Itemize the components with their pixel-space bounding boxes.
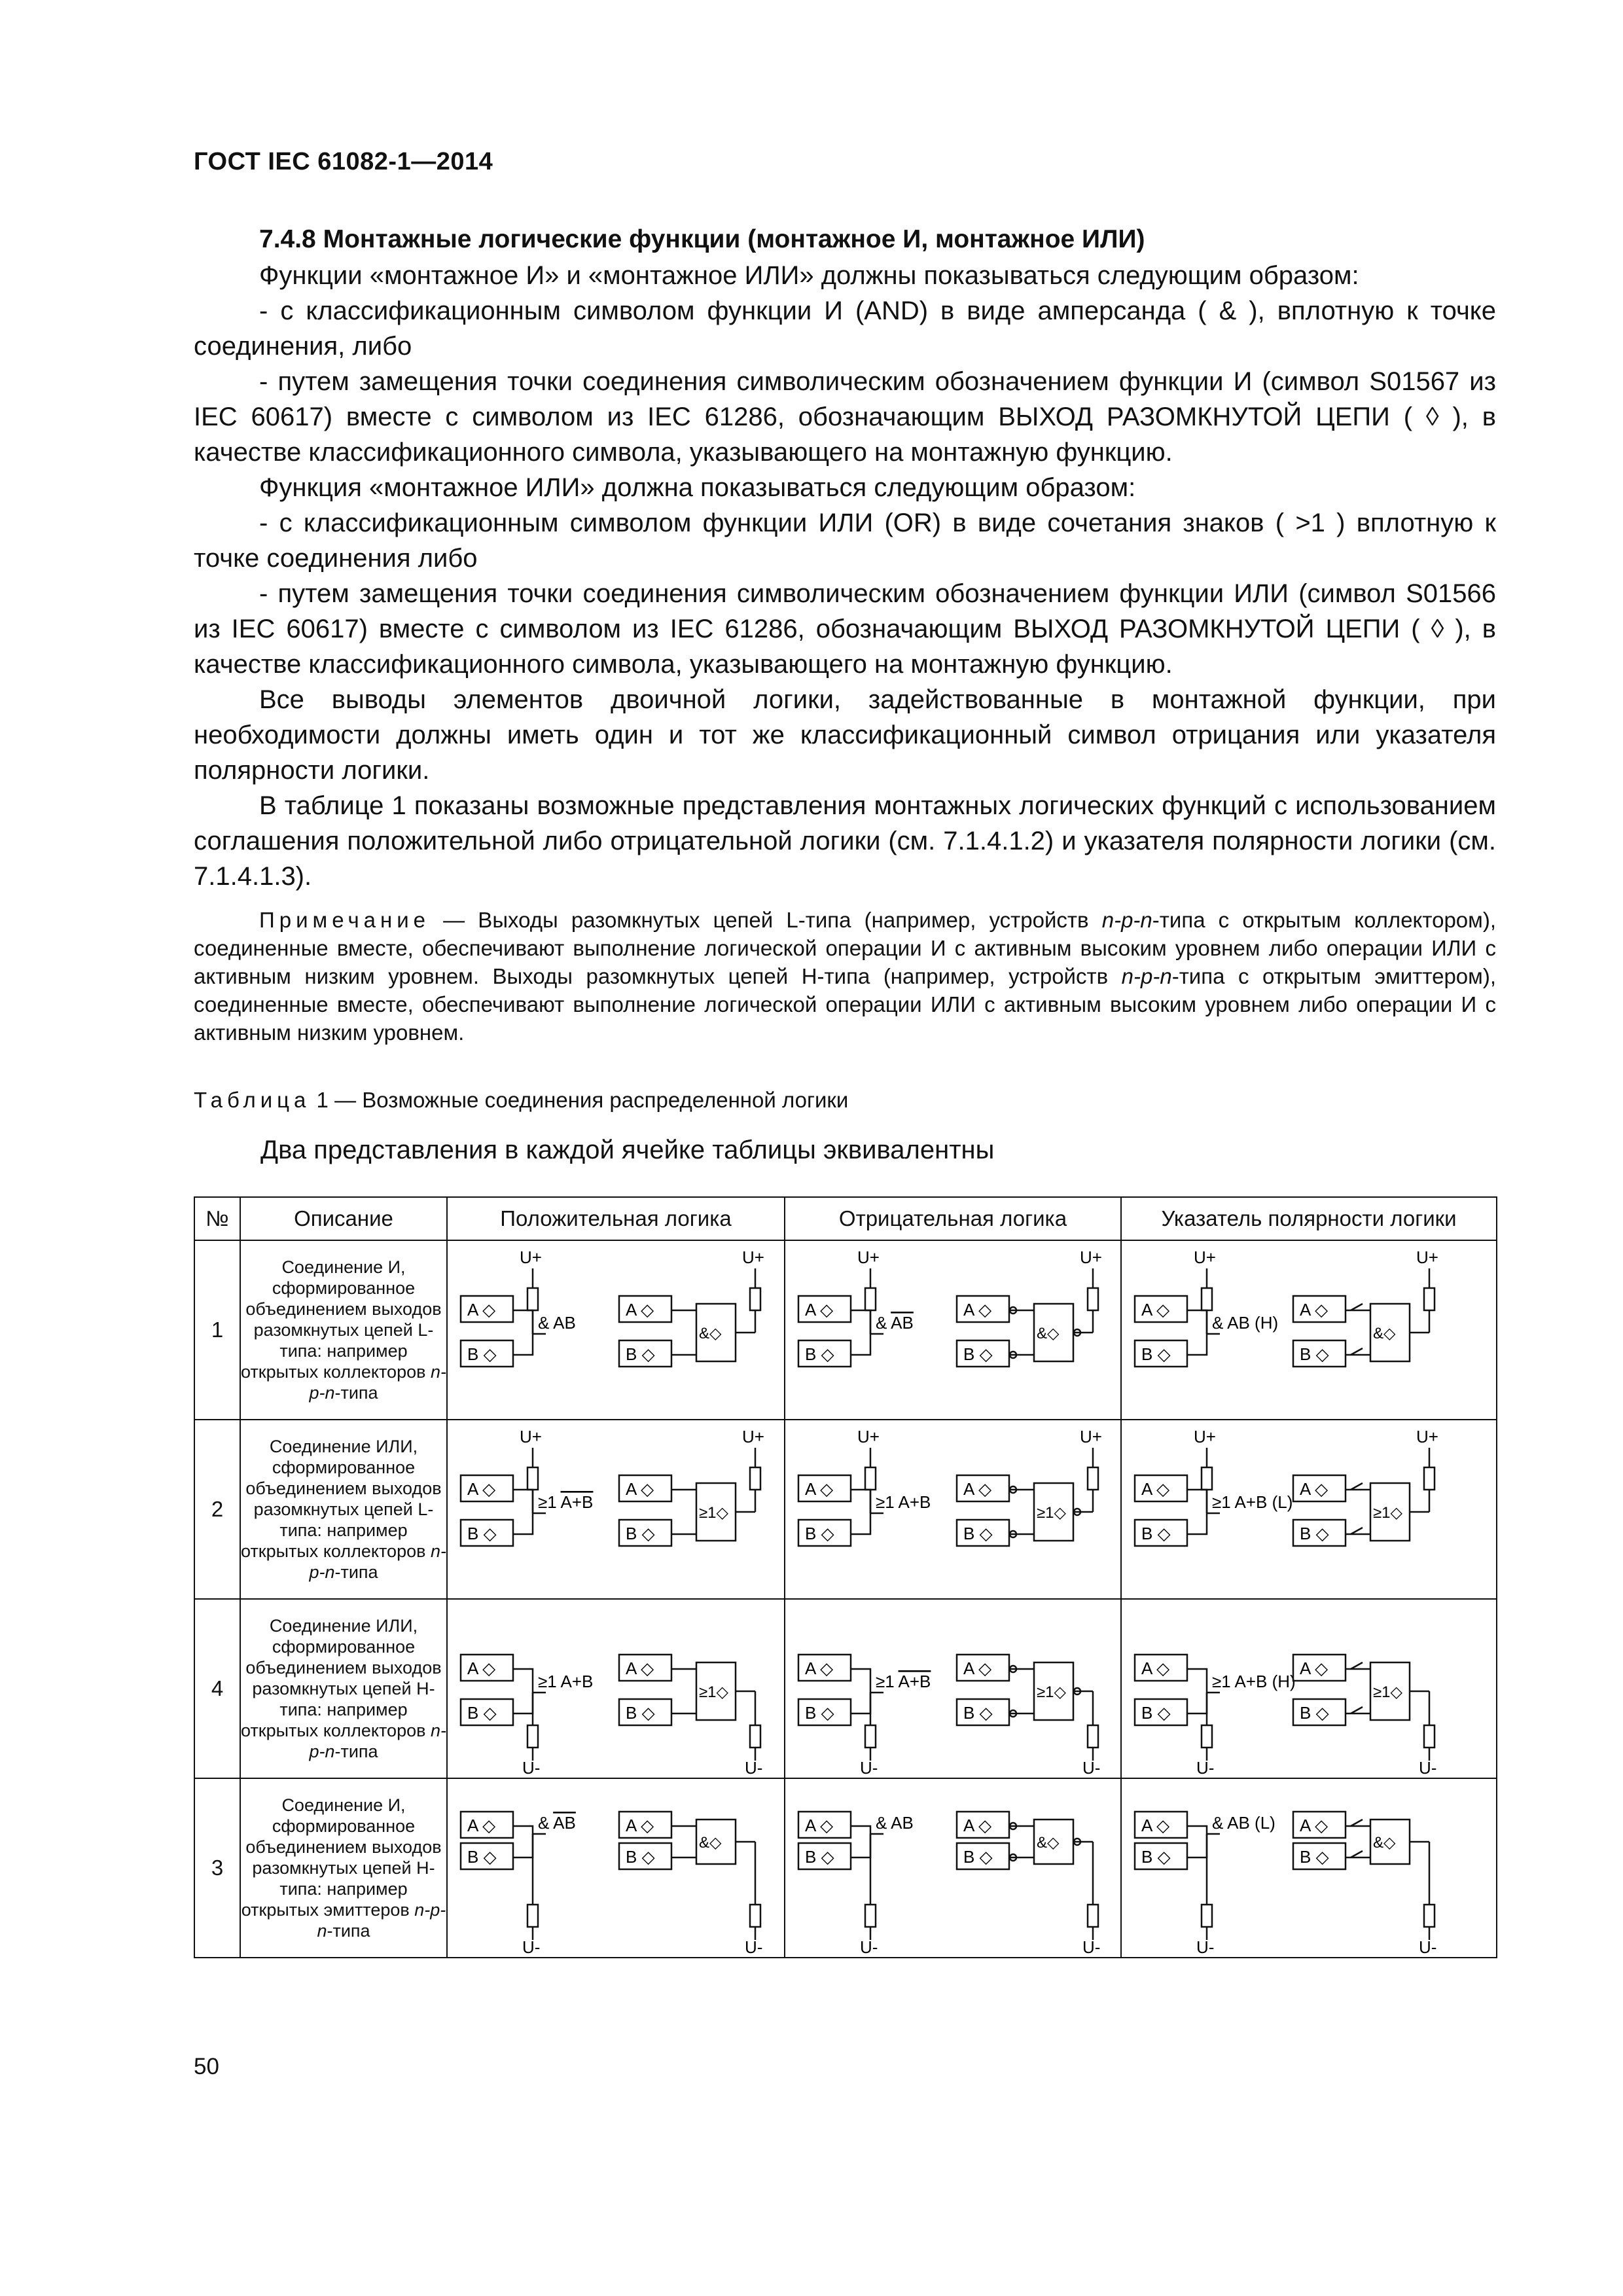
supply-label: U- bbox=[860, 1937, 878, 1956]
logic-diagram bbox=[1122, 1601, 1457, 1776]
resistor bbox=[750, 1725, 760, 1748]
input-label: A ◇ bbox=[1300, 1479, 1329, 1499]
supply-label: U- bbox=[522, 1937, 541, 1956]
paragraph: - путем замещения точки соединения символическим обозначением функции ИЛИ (символ S01566 из IEC 60617) вместе с символом из IEC 61286, обозначающим ВЫХОД РАЗОМКНУТОЙ ЦЕПИ ( ◊ ), в качестве классификационного символа, указывающего на монтажную функцию. bbox=[194, 579, 1496, 679]
supply-label: U- bbox=[1419, 1758, 1437, 1776]
logic-diagram bbox=[785, 1242, 1120, 1418]
resistor bbox=[865, 1467, 876, 1490]
function-label: ≥1 A+B bbox=[538, 1672, 594, 1691]
input-label: A ◇ bbox=[626, 1479, 654, 1499]
polarity-indicator bbox=[1351, 1662, 1363, 1713]
supply-label: U- bbox=[860, 1758, 878, 1776]
input-label: B ◇ bbox=[1141, 1703, 1171, 1723]
note-npn: n-p-n bbox=[1101, 908, 1152, 932]
input-label: A ◇ bbox=[963, 1816, 992, 1835]
resistor bbox=[1088, 1288, 1098, 1310]
input-label: B ◇ bbox=[1141, 1344, 1171, 1364]
supply-label: U+ bbox=[520, 1427, 542, 1446]
column-header: Отрицательная логика bbox=[785, 1197, 1121, 1240]
function-label: & AB (L) bbox=[1212, 1813, 1275, 1833]
description-suffix: -типа bbox=[334, 1383, 378, 1403]
input-label: B ◇ bbox=[1300, 1344, 1329, 1364]
resistor bbox=[750, 1288, 760, 1310]
input-label: B ◇ bbox=[1141, 1524, 1171, 1543]
supply-label: U- bbox=[745, 1758, 763, 1776]
gate-symbol: &◇ bbox=[1037, 1834, 1060, 1852]
table-row bbox=[194, 1420, 1497, 1599]
function-label: ≥1 A+B bbox=[876, 1672, 931, 1691]
diagram-cell bbox=[1121, 1778, 1497, 1958]
input-label: B ◇ bbox=[626, 1524, 655, 1543]
gate-symbol: ≥1◇ bbox=[1037, 1504, 1066, 1522]
input-label: A ◇ bbox=[805, 1659, 834, 1678]
note-text: -типа с открытым эмиттером), соединенные вместе, обеспечивают выполнение логической операции ИЛИ с активным высоким уровнем либо операции И с активным низким уровнем. bbox=[194, 964, 1496, 1045]
input-label: A ◇ bbox=[1141, 1300, 1170, 1319]
input-label: A ◇ bbox=[467, 1659, 496, 1678]
resistor bbox=[1424, 1725, 1435, 1748]
input-label: A ◇ bbox=[1141, 1816, 1170, 1835]
resistor bbox=[527, 1905, 538, 1927]
function-label: & AB bbox=[876, 1313, 914, 1333]
resistor bbox=[1424, 1288, 1435, 1310]
row-description bbox=[240, 1599, 447, 1778]
description-text: Соединение ИЛИ, сформированное объединением выходов разомкнутых цепей H-типа: например открытых коллекторов bbox=[241, 1616, 442, 1740]
input-label: A ◇ bbox=[805, 1479, 834, 1499]
logic-diagram bbox=[785, 1422, 1120, 1597]
note-label: Примечание bbox=[259, 908, 431, 932]
resistor bbox=[865, 1725, 876, 1748]
function-label: & AB bbox=[538, 1813, 576, 1833]
input-label: A ◇ bbox=[626, 1659, 654, 1678]
input-label: B ◇ bbox=[1300, 1524, 1329, 1543]
description-npn: n-p-n bbox=[317, 1900, 446, 1941]
diagram-cell bbox=[785, 1420, 1121, 1599]
gate-symbol: ≥1◇ bbox=[1373, 1504, 1402, 1522]
function-label: & AB (H) bbox=[1212, 1313, 1279, 1333]
resistor bbox=[750, 1905, 760, 1927]
note-text: — Выходы разомкнутых цепей L-типа (например, устройств bbox=[430, 908, 1102, 932]
description-npn: n-p-n bbox=[309, 1362, 446, 1403]
logic-diagram bbox=[448, 1242, 783, 1418]
table-caption bbox=[194, 1088, 848, 1113]
resistor bbox=[1424, 1467, 1435, 1490]
input-label: A ◇ bbox=[467, 1479, 496, 1499]
input-label: A ◇ bbox=[1300, 1659, 1329, 1678]
table-row bbox=[194, 1778, 1497, 1958]
input-label: B ◇ bbox=[805, 1703, 834, 1723]
supply-label: U+ bbox=[742, 1247, 764, 1267]
description-suffix: -типа bbox=[327, 1921, 370, 1941]
table-row bbox=[194, 1240, 1497, 1420]
input-label: B ◇ bbox=[467, 1524, 497, 1543]
page-header: ГОСТ IEC 61082-1—2014 bbox=[194, 148, 493, 175]
table-body bbox=[194, 1240, 1497, 1958]
gate-symbol: &◇ bbox=[699, 1834, 722, 1852]
paragraph: Все выводы элементов двоичной логики, задействованные в монтажной функции, при необходимости должны иметь один и тот же классификационный символ отрицания или указателя полярности логики. bbox=[194, 685, 1496, 785]
function-label: & AB bbox=[538, 1313, 576, 1333]
input-label: B ◇ bbox=[626, 1847, 655, 1867]
function-label: ≥1 A+B (H) bbox=[1212, 1672, 1296, 1691]
resistor bbox=[1088, 1905, 1098, 1927]
input-label: A ◇ bbox=[626, 1816, 654, 1835]
logic-diagram bbox=[1122, 1242, 1457, 1418]
table-note: Два представления в каждой ячейке таблицы эквивалентны bbox=[260, 1136, 995, 1164]
section-title: 7.4.8 Монтажные логические функции (монтажное И, монтажное ИЛИ) bbox=[259, 225, 1145, 253]
description-npn: n-p-n bbox=[309, 1721, 446, 1761]
row-description bbox=[240, 1420, 447, 1599]
resistor bbox=[865, 1905, 876, 1927]
input-label: B ◇ bbox=[805, 1524, 834, 1543]
supply-label: U- bbox=[1196, 1937, 1215, 1956]
gate-symbol: ≥1◇ bbox=[699, 1504, 728, 1522]
resistor bbox=[1202, 1467, 1212, 1490]
table-caption-label: Таблица bbox=[194, 1088, 311, 1112]
diagram-cell bbox=[785, 1778, 1121, 1958]
input-label: B ◇ bbox=[805, 1847, 834, 1867]
polarity-indicator bbox=[1351, 1304, 1363, 1355]
paragraph: - с классификационным символом функции И (AND) в виде амперсанда ( & ), вплотную к точке соединения, либо bbox=[194, 296, 1496, 361]
table-header-row bbox=[194, 1197, 1497, 1240]
diagram-cell bbox=[1121, 1599, 1497, 1778]
paragraph: В таблице 1 показаны возможные представления монтажных логических функций с использованием соглашения положительной либо отрицательной логики (см. 7.1.4.1.2) и указателя полярности логики (см. 7.1.4.1.3). bbox=[194, 791, 1496, 891]
input-label: B ◇ bbox=[963, 1344, 993, 1364]
diagram-cell bbox=[447, 1599, 785, 1778]
row-description bbox=[240, 1240, 447, 1420]
diagram-cell bbox=[785, 1599, 1121, 1778]
resistor bbox=[527, 1725, 538, 1748]
table-caption-text: 1 — Возможные соединения распределенной логики bbox=[310, 1088, 849, 1112]
input-label: A ◇ bbox=[963, 1300, 992, 1319]
description-text: Соединение ИЛИ, сформированное объединением выходов разомкнутых цепей L-типа: например открытых коллекторов bbox=[241, 1437, 442, 1561]
supply-label: U- bbox=[1082, 1937, 1101, 1956]
resistor bbox=[1202, 1725, 1212, 1748]
supply-label: U+ bbox=[1080, 1427, 1102, 1446]
resistor bbox=[527, 1288, 538, 1310]
input-label: B ◇ bbox=[963, 1847, 993, 1867]
supply-label: U+ bbox=[1194, 1427, 1216, 1446]
logic-diagram bbox=[1122, 1422, 1457, 1597]
logic-diagram bbox=[448, 1780, 783, 1956]
page-number: 50 bbox=[194, 2054, 219, 2079]
input-label: A ◇ bbox=[805, 1300, 834, 1319]
logic-table bbox=[194, 1196, 1497, 1958]
resistor bbox=[865, 1288, 876, 1310]
input-label: B ◇ bbox=[467, 1344, 497, 1364]
polarity-indicator bbox=[1351, 1483, 1363, 1534]
supply-label: U+ bbox=[742, 1427, 764, 1446]
gate-symbol: &◇ bbox=[699, 1325, 722, 1342]
function-label: & AB bbox=[876, 1813, 914, 1833]
paragraph: - с классификационным символом функции ИЛИ (OR) в виде сочетания знаков ( >1 ) вплотную к точке соединения либо bbox=[194, 509, 1496, 573]
input-label: A ◇ bbox=[963, 1479, 992, 1499]
input-label: B ◇ bbox=[963, 1703, 993, 1723]
logic-diagram bbox=[785, 1780, 1120, 1956]
resistor bbox=[750, 1467, 760, 1490]
paragraph: Функция «монтажное ИЛИ» должна показываться следующим образом: bbox=[259, 473, 1136, 502]
resistor bbox=[1088, 1467, 1098, 1490]
paragraph: Функции «монтажное И» и «монтажное ИЛИ» должны показываться следующим образом: bbox=[259, 261, 1359, 290]
supply-label: U+ bbox=[1416, 1247, 1438, 1267]
input-label: B ◇ bbox=[1300, 1703, 1329, 1723]
diagram-cell bbox=[447, 1240, 785, 1420]
supply-label: U- bbox=[1196, 1758, 1215, 1776]
supply-label: U+ bbox=[1194, 1247, 1216, 1267]
supply-label: U+ bbox=[1416, 1427, 1438, 1446]
description-suffix: -типа bbox=[334, 1742, 378, 1761]
logic-diagram bbox=[448, 1601, 783, 1776]
logic-diagram bbox=[785, 1601, 1120, 1776]
description-text: Соединение И, сформированное объединением выходов разомкнутых цепей H-типа: например открытых эмиттеров bbox=[241, 1795, 442, 1920]
row-number: 3 bbox=[194, 1778, 240, 1958]
note-npn: n-p-n bbox=[1121, 964, 1172, 988]
description-text: Соединение И, сформированное объединением выходов разомкнутых цепей L-типа: например открытых коллекторов bbox=[241, 1257, 442, 1382]
gate-symbol: &◇ bbox=[1373, 1325, 1396, 1342]
resistor bbox=[1202, 1905, 1212, 1927]
input-label: B ◇ bbox=[805, 1344, 834, 1364]
input-label: A ◇ bbox=[805, 1816, 834, 1835]
function-label: ≥1 A+B (L) bbox=[1212, 1492, 1293, 1512]
diagram-cell bbox=[1121, 1240, 1497, 1420]
supply-label: U- bbox=[1082, 1758, 1101, 1776]
column-header: № bbox=[194, 1197, 240, 1240]
gate-symbol: &◇ bbox=[1373, 1834, 1396, 1852]
column-header: Положительная логика bbox=[447, 1197, 785, 1240]
input-label: A ◇ bbox=[626, 1300, 654, 1319]
input-label: B ◇ bbox=[467, 1847, 497, 1867]
supply-label: U+ bbox=[1080, 1247, 1102, 1267]
row-number: 2 bbox=[194, 1420, 240, 1599]
function-label: ≥1 A+B bbox=[538, 1492, 594, 1512]
diagram-cell bbox=[447, 1420, 785, 1599]
note-text: -типа с открытым коллектором), соединенные вместе, обеспечивают выполнение логической операции И с активным высоким уровнем либо операции ИЛИ с активным низким уровнем. Выходы разомкнутых цепей H-типа (например, устройств bbox=[194, 908, 1497, 988]
input-label: B ◇ bbox=[467, 1703, 497, 1723]
gate-symbol: ≥1◇ bbox=[1373, 1683, 1402, 1701]
input-label: A ◇ bbox=[1141, 1659, 1170, 1678]
input-label: B ◇ bbox=[626, 1703, 655, 1723]
polarity-indicator bbox=[1351, 1820, 1363, 1857]
supply-label: U- bbox=[745, 1937, 763, 1956]
input-label: A ◇ bbox=[467, 1816, 496, 1835]
resistor bbox=[527, 1467, 538, 1490]
input-label: B ◇ bbox=[1300, 1847, 1329, 1867]
input-label: A ◇ bbox=[1300, 1816, 1329, 1835]
input-label: A ◇ bbox=[1141, 1479, 1170, 1499]
function-label: ≥1 A+B bbox=[876, 1492, 931, 1512]
supply-label: U- bbox=[1419, 1937, 1437, 1956]
gate-symbol: ≥1◇ bbox=[1037, 1683, 1066, 1701]
input-label: A ◇ bbox=[467, 1300, 496, 1319]
row-number: 1 bbox=[194, 1240, 240, 1420]
description-suffix: -типа bbox=[334, 1562, 378, 1582]
supply-label: U- bbox=[522, 1758, 541, 1776]
input-label: B ◇ bbox=[963, 1524, 993, 1543]
resistor bbox=[1424, 1905, 1435, 1927]
resistor bbox=[1088, 1725, 1098, 1748]
logic-diagram bbox=[448, 1422, 783, 1597]
diagram-cell bbox=[447, 1778, 785, 1958]
diagram-cell bbox=[1121, 1420, 1497, 1599]
note bbox=[194, 906, 1496, 1047]
supply-label: U+ bbox=[857, 1427, 880, 1446]
supply-label: U+ bbox=[520, 1247, 542, 1267]
column-header: Описание bbox=[240, 1197, 447, 1240]
diagram-cell bbox=[785, 1240, 1121, 1420]
row-description bbox=[240, 1778, 447, 1958]
paragraph: - путем замещения точки соединения символическим обозначением функции И (символ S01567 из IEC 60617) вместе с символом из IEC 61286, обозначающим ВЫХОД РАЗОМКНУТОЙ ЦЕПИ ( ◊ ), в качестве классификационного символа, указывающего на монтажную функцию. bbox=[194, 367, 1496, 467]
resistor bbox=[1202, 1288, 1212, 1310]
input-label: A ◇ bbox=[963, 1659, 992, 1678]
supply-label: U+ bbox=[857, 1247, 880, 1267]
body-text bbox=[194, 258, 1496, 894]
gate-symbol: ≥1◇ bbox=[699, 1683, 728, 1701]
description-npn: n-p-n bbox=[309, 1541, 446, 1582]
input-label: B ◇ bbox=[1141, 1847, 1171, 1867]
input-label: B ◇ bbox=[626, 1344, 655, 1364]
logic-diagram bbox=[1122, 1780, 1457, 1956]
gate-symbol: &◇ bbox=[1037, 1325, 1060, 1342]
table-row bbox=[194, 1599, 1497, 1778]
input-label: A ◇ bbox=[1300, 1300, 1329, 1319]
column-header: Указатель полярности логики bbox=[1121, 1197, 1497, 1240]
row-number: 4 bbox=[194, 1599, 240, 1778]
